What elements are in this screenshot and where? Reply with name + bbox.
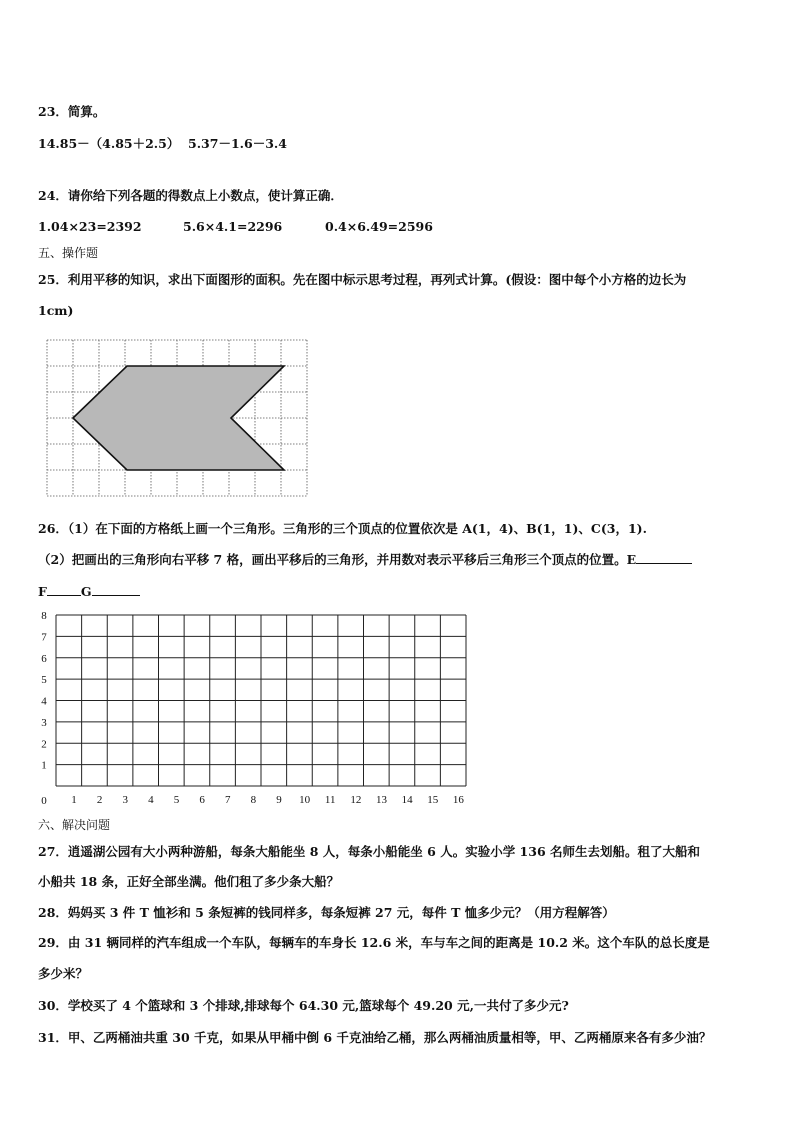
y-axis-label: 3 (41, 716, 47, 729)
q23-title: 23．简算。 (38, 104, 106, 119)
x-axis-label: 8 (250, 794, 257, 806)
section-5-title: 五、操作题 (38, 246, 99, 260)
section-6-title: 六、解决问题 (38, 818, 111, 832)
y-axis-label: 7 (41, 631, 47, 644)
label-g: G (80, 584, 92, 599)
q31-text: 31．甲、乙两桶油共重 30 千克，如果从甲桶中倒 6 千克油给乙桶，那么两桶油质量相等，甲、乙两桶原来各有多少油？ (38, 1030, 712, 1045)
q23-expression-1: 14.85－（4.85＋2.5） (38, 136, 180, 151)
q26-line-2-text: （2）把画出的三角形向右平移 7 格，画出平移后的三角形，并用数对表示平移后三角形三个顶点的位置。E (38, 552, 637, 567)
y-axis-label: 0 (41, 795, 47, 807)
coordinate-grid-lines (56, 615, 466, 786)
label-f: F (38, 584, 47, 599)
q24-title: 24．请你给下列各题的得数点上小数点，使计算正确． (38, 188, 343, 203)
y-axis-label: 4 (41, 695, 47, 708)
x-axis-label: 1 (71, 794, 77, 806)
x-axis-label: 4 (148, 794, 154, 806)
q29-line-2: 多少米？ (38, 966, 89, 981)
x-axis-label: 12 (350, 794, 362, 806)
coordinate-y-labels (41, 610, 47, 807)
q27-line-2: 小船共 18 条，正好全部坐满。他们租了多少条大船？ (38, 874, 340, 889)
x-axis-label: 11 (324, 794, 336, 806)
q26-line-1: 26．（1）在下面的方格纸上画一个三角形。三角形的三个顶点的位置依次是 A(1，4)、B(1，1)、C(3，1). (38, 521, 647, 536)
q29-line-1: 29．由 31 辆同样的汽车组成一个车队，每辆车的车身长 12.6 米，车与车之间的距离是 10.2 米。这个车队的总长度是 (38, 935, 710, 950)
x-axis-label: 5 (173, 794, 180, 806)
y-axis-label: 1 (41, 759, 47, 772)
x-axis-label: 16 (452, 794, 464, 806)
q24-expression-3: 0.4×6.49=2596 (325, 219, 433, 234)
q27-line-1: 27．逍遥湖公园有大小两种游船，每条大船能坐 8 人，每条小船能坐 6 人。实验小学 136 名师生去划船。租了大船和 (38, 844, 700, 859)
x-axis-label: 15 (427, 794, 439, 806)
y-axis-label: 8 (41, 610, 47, 622)
x-axis-label: 9 (276, 794, 282, 806)
y-axis-label: 6 (41, 652, 47, 665)
q30-text: 30．学校买了 4 个篮球和 3 个排球,排球每个 64.30 元,篮球每个 49.20 元,一共付了多少元? (38, 998, 569, 1013)
q24-expression-1: 1.04×23=2392 (38, 219, 142, 234)
x-axis-label: 13 (375, 794, 387, 806)
x-axis-label: 3 (122, 794, 128, 806)
q25-line-2: 1cm) (38, 303, 74, 318)
q23-expression-2: 5.37－1.6－3.4 (188, 136, 287, 151)
q24-expression-2: 5.6×4.1=2296 (183, 219, 283, 234)
q25-line-1: 25．利用平移的知识，求出下面图形的面积。先在图中标示思考过程，再列式计算。(假设：图中每个小方格的边长为 (38, 272, 687, 287)
x-axis-label: 6 (199, 794, 205, 806)
x-axis-label: 10 (299, 794, 311, 806)
x-axis-label: 2 (96, 794, 103, 806)
x-axis-label: 14 (401, 794, 413, 806)
coordinate-x-labels (71, 794, 464, 806)
q28-text: 28．妈妈买 3 件 T 恤衫和 5 条短裤的钱同样多，每条短裤 27 元，每件 T 恤多少元？（用方程解答） (38, 905, 615, 920)
y-axis-label: 5 (41, 674, 47, 687)
y-axis-label: 2 (41, 738, 47, 751)
x-axis-label: 7 (224, 794, 231, 806)
